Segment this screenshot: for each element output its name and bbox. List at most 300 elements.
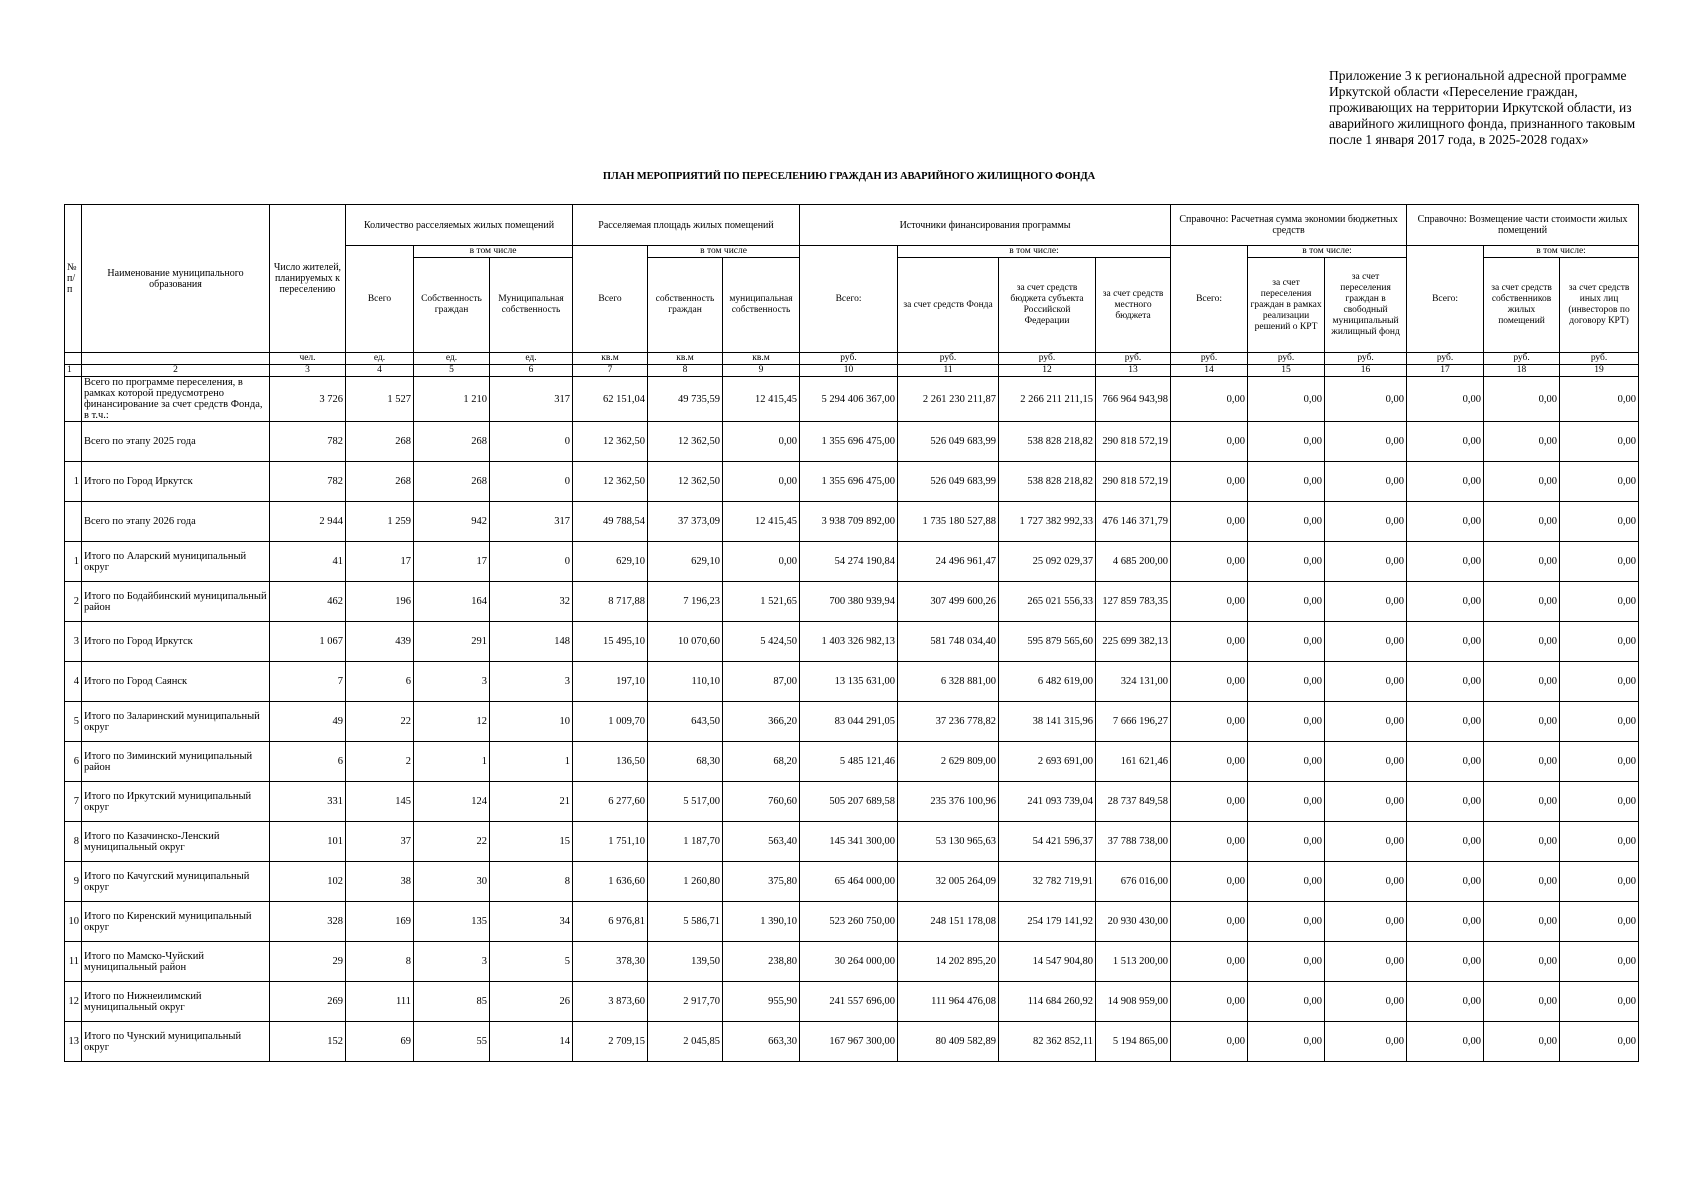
value-cell: 196 [346, 582, 414, 622]
value-cell: 0,00 [1248, 542, 1325, 582]
value-cell: 2 629 809,00 [898, 742, 999, 782]
value-cell: 0,00 [1171, 582, 1248, 622]
value-cell: 111 [346, 982, 414, 1022]
value-cell: 14 908 959,00 [1096, 982, 1171, 1022]
col-header-savings-free-fund: за счет переселения граждан в свободный муниципальный жилищный фонд [1325, 258, 1407, 353]
unit-cell: чел. [270, 353, 346, 365]
value-cell: 5 294 406 367,00 [800, 377, 898, 422]
value-cell: 24 496 961,47 [898, 542, 999, 582]
value-cell: 30 264 000,00 [800, 942, 898, 982]
value-cell: 0,00 [1484, 377, 1560, 422]
value-cell: 0,00 [1171, 862, 1248, 902]
value-cell: 32 782 719,91 [999, 862, 1096, 902]
value-cell: 152 [270, 1022, 346, 1062]
value-cell: 0,00 [1171, 942, 1248, 982]
value-cell: 269 [270, 982, 346, 1022]
col-header-num: № п/ п [65, 205, 82, 353]
value-cell: 0,00 [1560, 377, 1639, 422]
value-cell: 5 517,00 [648, 782, 723, 822]
value-cell: 1 210 [414, 377, 490, 422]
value-cell: 0,00 [1407, 1022, 1484, 1062]
table-row [65, 582, 1639, 622]
group-header-finance: Источники финансирования программы [800, 205, 1171, 246]
column-number-cell: 17 [1407, 365, 1484, 377]
value-cell: 0,00 [1171, 377, 1248, 422]
unit-cell: руб. [800, 353, 898, 365]
unit-cell: руб. [1560, 353, 1639, 365]
row-number: 1 [65, 462, 82, 502]
value-cell: 268 [346, 462, 414, 502]
value-cell: 538 828 218,82 [999, 462, 1096, 502]
value-cell: 0,00 [1325, 462, 1407, 502]
value-cell: 942 [414, 502, 490, 542]
row-number: 6 [65, 742, 82, 782]
value-cell: 955,90 [723, 982, 800, 1022]
col-header-area-total: Всего [573, 246, 648, 353]
value-cell: 110,10 [648, 662, 723, 702]
value-cell: 0,00 [1248, 377, 1325, 422]
value-cell: 0,00 [1407, 742, 1484, 782]
value-cell: 38 [346, 862, 414, 902]
value-cell: 29 [270, 942, 346, 982]
unit-cell: руб. [999, 353, 1096, 365]
value-cell: 54 274 190,84 [800, 542, 898, 582]
value-cell: 1 187,70 [648, 822, 723, 862]
value-cell: 0,00 [1171, 622, 1248, 662]
unit-cell: ед. [414, 353, 490, 365]
value-cell: 0,00 [1484, 742, 1560, 782]
value-cell: 0,00 [1484, 622, 1560, 662]
column-number-cell: 1 [65, 365, 82, 377]
row-number: 3 [65, 622, 82, 662]
col-header-finance-total: Всего: [800, 246, 898, 353]
resettlement-plan-table [64, 204, 1639, 1062]
table-row [65, 622, 1639, 662]
municipality-name: Итого по Казачинско-Ленский муниципальный округ [82, 822, 270, 862]
row-number [65, 422, 82, 462]
value-cell: 0,00 [1560, 702, 1639, 742]
appendix-line: Иркутской области «Переселение граждан, [1329, 84, 1578, 99]
value-cell: 7 [270, 662, 346, 702]
value-cell: 0,00 [1248, 822, 1325, 862]
value-cell: 0,00 [1560, 542, 1639, 582]
value-cell: 0,00 [1560, 662, 1639, 702]
value-cell: 0,00 [723, 422, 800, 462]
value-cell: 595 879 565,60 [999, 622, 1096, 662]
value-cell: 375,80 [723, 862, 800, 902]
value-cell: 167 967 300,00 [800, 1022, 898, 1062]
value-cell: 12 362,50 [573, 422, 648, 462]
value-cell: 1 [414, 742, 490, 782]
value-cell: 1 009,70 [573, 702, 648, 742]
col-header-subject-budget: за счет средств бюджета субъекта Российской Федерации [999, 258, 1096, 353]
municipality-name: Итого по Качугский муниципальный округ [82, 862, 270, 902]
column-number-cell: 18 [1484, 365, 1560, 377]
value-cell: 0,00 [1407, 377, 1484, 422]
value-cell: 3 938 709 892,00 [800, 502, 898, 542]
value-cell: 0,00 [1484, 942, 1560, 982]
value-cell: 3 [490, 662, 573, 702]
value-cell: 0,00 [1171, 662, 1248, 702]
value-cell: 8 717,88 [573, 582, 648, 622]
value-cell: 6 976,81 [573, 902, 648, 942]
value-cell: 85 [414, 982, 490, 1022]
value-cell: 0,00 [1484, 502, 1560, 542]
value-cell: 54 421 596,37 [999, 822, 1096, 862]
value-cell: 37 [346, 822, 414, 862]
table-row [65, 902, 1639, 942]
value-cell: 5 [490, 942, 573, 982]
value-cell: 0,00 [1407, 582, 1484, 622]
column-number-cell: 2 [82, 365, 270, 377]
value-cell: 0,00 [1560, 502, 1639, 542]
value-cell: 22 [414, 822, 490, 862]
value-cell: 0,00 [723, 462, 800, 502]
value-cell: 22 [346, 702, 414, 742]
value-cell: 5 194 865,00 [1096, 1022, 1171, 1062]
value-cell: 17 [346, 542, 414, 582]
value-cell: 6 [270, 742, 346, 782]
value-cell: 135 [414, 902, 490, 942]
value-cell: 114 684 260,92 [999, 982, 1096, 1022]
subgroup-rooms-incl: в том числе [414, 246, 573, 258]
value-cell: 0,00 [1407, 662, 1484, 702]
value-cell: 523 260 750,00 [800, 902, 898, 942]
column-number-cell: 15 [1248, 365, 1325, 377]
subgroup-finance-incl: в том числе: [898, 246, 1171, 258]
value-cell: 136,50 [573, 742, 648, 782]
row-number: 8 [65, 822, 82, 862]
table-row [65, 542, 1639, 582]
value-cell: 83 044 291,05 [800, 702, 898, 742]
value-cell: 439 [346, 622, 414, 662]
value-cell: 0,00 [1248, 1022, 1325, 1062]
value-cell: 80 409 582,89 [898, 1022, 999, 1062]
value-cell: 0,00 [1325, 582, 1407, 622]
value-cell: 0,00 [1171, 462, 1248, 502]
value-cell: 0,00 [1325, 662, 1407, 702]
table-row [65, 822, 1639, 862]
value-cell: 0,00 [1407, 462, 1484, 502]
col-header-rooms-municipal: Муниципальная собственность [490, 258, 573, 353]
value-cell: 0,00 [1325, 982, 1407, 1022]
value-cell: 148 [490, 622, 573, 662]
value-cell: 0,00 [1248, 662, 1325, 702]
row-number: 2 [65, 582, 82, 622]
appendix-line: проживающих на территории Иркутской области, из [1329, 100, 1632, 115]
municipality-name: Итого по Иркутский муниципальный округ [82, 782, 270, 822]
unit-cell: кв.м [648, 353, 723, 365]
appendix-line: после 1 января 2017 года, в 2025-2028 годах» [1329, 132, 1589, 147]
value-cell: 139,50 [648, 942, 723, 982]
value-cell: 0,00 [1171, 422, 1248, 462]
value-cell: 0,00 [1560, 982, 1639, 1022]
column-number-cell: 12 [999, 365, 1096, 377]
value-cell: 0,00 [1171, 502, 1248, 542]
value-cell: 241 557 696,00 [800, 982, 898, 1022]
value-cell: 0,00 [1484, 582, 1560, 622]
value-cell: 0 [490, 422, 573, 462]
column-number-cell: 19 [1560, 365, 1639, 377]
value-cell: 0,00 [1560, 862, 1639, 902]
col-header-name: Наименование муниципального образования [82, 205, 270, 353]
value-cell: 0,00 [1248, 622, 1325, 662]
value-cell: 82 362 852,11 [999, 1022, 1096, 1062]
value-cell: 0,00 [1407, 982, 1484, 1022]
value-cell: 15 [490, 822, 573, 862]
value-cell: 49 735,59 [648, 377, 723, 422]
value-cell: 0,00 [1248, 742, 1325, 782]
value-cell: 225 699 382,13 [1096, 622, 1171, 662]
column-number-cell: 16 [1325, 365, 1407, 377]
value-cell: 0,00 [1560, 582, 1639, 622]
value-cell: 0,00 [1560, 942, 1639, 982]
value-cell: 14 202 895,20 [898, 942, 999, 982]
table-row [65, 742, 1639, 782]
table-row [65, 462, 1639, 502]
value-cell: 268 [414, 462, 490, 502]
value-cell: 0,00 [1407, 902, 1484, 942]
row-number: 5 [65, 702, 82, 742]
column-number-cell: 5 [414, 365, 490, 377]
col-header-local-budget: за счет средств местного бюджета [1096, 258, 1171, 353]
municipality-name: Итого по Заларинский муниципальный округ [82, 702, 270, 742]
value-cell: 0,00 [1484, 702, 1560, 742]
table-row [65, 942, 1639, 982]
value-cell: 2 944 [270, 502, 346, 542]
subgroup-comp-incl: в том числе: [1484, 246, 1639, 258]
col-header-savings-krt: за счет переселения граждан в рамках реализации решений о КРТ [1248, 258, 1325, 353]
value-cell: 5 424,50 [723, 622, 800, 662]
value-cell: 7 196,23 [648, 582, 723, 622]
row-number [65, 502, 82, 542]
table-row [65, 782, 1639, 822]
value-cell: 0,00 [1484, 982, 1560, 1022]
column-number-cell: 13 [1096, 365, 1171, 377]
value-cell: 2 709,15 [573, 1022, 648, 1062]
value-cell: 0,00 [1560, 822, 1639, 862]
value-cell: 0,00 [1484, 422, 1560, 462]
value-cell: 782 [270, 462, 346, 502]
value-cell: 526 049 683,99 [898, 422, 999, 462]
municipality-name: Итого по Чунский муниципальный округ [82, 1022, 270, 1062]
value-cell: 53 130 965,63 [898, 822, 999, 862]
municipality-name: Итого по Город Саянск [82, 662, 270, 702]
value-cell: 197,10 [573, 662, 648, 702]
value-cell: 164 [414, 582, 490, 622]
unit-cell: руб. [1407, 353, 1484, 365]
value-cell: 241 093 739,04 [999, 782, 1096, 822]
value-cell: 0,00 [1407, 782, 1484, 822]
value-cell: 34 [490, 902, 573, 942]
col-header-rooms-citizens: Собственность граждан [414, 258, 490, 353]
value-cell: 2 [346, 742, 414, 782]
value-cell: 1 260,80 [648, 862, 723, 902]
value-cell: 25 092 029,37 [999, 542, 1096, 582]
municipality-name: Итого по Нижнеилимский муниципальный округ [82, 982, 270, 1022]
column-number-cell: 8 [648, 365, 723, 377]
value-cell: 254 179 141,92 [999, 902, 1096, 942]
value-cell: 12 415,45 [723, 502, 800, 542]
value-cell: 6 [346, 662, 414, 702]
value-cell: 1 735 180 527,88 [898, 502, 999, 542]
value-cell: 3 [414, 942, 490, 982]
value-cell: 0,00 [1171, 982, 1248, 1022]
value-cell: 2 693 691,00 [999, 742, 1096, 782]
value-cell: 291 [414, 622, 490, 662]
value-cell: 0,00 [1171, 702, 1248, 742]
value-cell: 0,00 [1171, 902, 1248, 942]
value-cell: 145 [346, 782, 414, 822]
unit-cell: руб. [1171, 353, 1248, 365]
value-cell: 102 [270, 862, 346, 902]
value-cell: 317 [490, 502, 573, 542]
value-cell: 581 748 034,40 [898, 622, 999, 662]
value-cell: 643,50 [648, 702, 723, 742]
column-number-cell: 10 [800, 365, 898, 377]
value-cell: 0,00 [1248, 982, 1325, 1022]
value-cell: 145 341 300,00 [800, 822, 898, 862]
unit-cell: кв.м [573, 353, 648, 365]
value-cell: 1 355 696 475,00 [800, 422, 898, 462]
value-cell: 49 [270, 702, 346, 742]
value-cell: 55 [414, 1022, 490, 1062]
value-cell: 1 727 382 992,33 [999, 502, 1096, 542]
value-cell: 328 [270, 902, 346, 942]
row-number: 1 [65, 542, 82, 582]
column-number-cell: 14 [1171, 365, 1248, 377]
value-cell: 1 521,65 [723, 582, 800, 622]
value-cell: 124 [414, 782, 490, 822]
value-cell: 0,00 [1248, 942, 1325, 982]
unit-cell: руб. [1096, 353, 1171, 365]
value-cell: 0,00 [1407, 502, 1484, 542]
appendix-line: аварийного жилищного фонда, признанного таковым [1329, 116, 1636, 131]
municipality-name: Всего по этапу 2026 года [82, 502, 270, 542]
value-cell: 0,00 [1484, 862, 1560, 902]
column-number-cell: 7 [573, 365, 648, 377]
value-cell: 14 [490, 1022, 573, 1062]
value-cell: 1 067 [270, 622, 346, 662]
column-number-cell: 4 [346, 365, 414, 377]
value-cell: 1 527 [346, 377, 414, 422]
value-cell: 0,00 [1325, 862, 1407, 902]
value-cell: 268 [346, 422, 414, 462]
value-cell: 10 [490, 702, 573, 742]
table-row [65, 982, 1639, 1022]
value-cell: 0,00 [1560, 1022, 1639, 1062]
appendix-note [1329, 68, 1659, 148]
value-cell: 3 873,60 [573, 982, 648, 1022]
table-body [65, 377, 1639, 1062]
value-cell: 0,00 [1484, 1022, 1560, 1062]
value-cell: 307 499 600,26 [898, 582, 999, 622]
value-cell: 37 373,09 [648, 502, 723, 542]
value-cell: 538 828 218,82 [999, 422, 1096, 462]
subgroup-area-incl: в том числе [648, 246, 800, 258]
value-cell: 0,00 [1560, 902, 1639, 942]
column-number-cell: 11 [898, 365, 999, 377]
value-cell: 21 [490, 782, 573, 822]
value-cell: 0,00 [1560, 782, 1639, 822]
col-header-residents: Число жителей, планируемых к переселению [270, 205, 346, 353]
value-cell: 235 376 100,96 [898, 782, 999, 822]
col-header-area-citizens: собственность граждан [648, 258, 723, 353]
municipality-name: Всего по программе переселения, в рамках которой предусмотрено финансирование за счет средств Фонда, в т.ч.: [82, 377, 270, 422]
value-cell: 331 [270, 782, 346, 822]
value-cell: 1 355 696 475,00 [800, 462, 898, 502]
value-cell: 2 917,70 [648, 982, 723, 1022]
value-cell: 0,00 [1248, 462, 1325, 502]
unit-cell: кв.м [723, 353, 800, 365]
value-cell: 0,00 [1325, 502, 1407, 542]
value-cell: 0 [490, 542, 573, 582]
value-cell: 1 259 [346, 502, 414, 542]
value-cell: 238,80 [723, 942, 800, 982]
value-cell: 1 751,10 [573, 822, 648, 862]
value-cell: 0,00 [1171, 822, 1248, 862]
value-cell: 0,00 [1325, 422, 1407, 462]
value-cell: 505 207 689,58 [800, 782, 898, 822]
col-header-savings-total: Всего: [1171, 246, 1248, 353]
value-cell: 30 [414, 862, 490, 902]
value-cell: 26 [490, 982, 573, 1022]
column-number-cell: 3 [270, 365, 346, 377]
value-cell: 65 464 000,00 [800, 862, 898, 902]
value-cell: 0,00 [1171, 542, 1248, 582]
value-cell: 0,00 [1407, 422, 1484, 462]
value-cell: 0,00 [1248, 782, 1325, 822]
group-header-area: Расселяемая площадь жилых помещений [573, 205, 800, 246]
value-cell: 629,10 [648, 542, 723, 582]
value-cell: 12 [414, 702, 490, 742]
value-cell: 41 [270, 542, 346, 582]
unit-cell: руб. [1248, 353, 1325, 365]
value-cell: 0,00 [1407, 622, 1484, 662]
municipality-name: Всего по этапу 2025 года [82, 422, 270, 462]
value-cell: 0,00 [1248, 502, 1325, 542]
value-cell: 8 [490, 862, 573, 902]
value-cell: 0,00 [1407, 822, 1484, 862]
value-cell: 6 482 619,00 [999, 662, 1096, 702]
column-number-cell: 6 [490, 365, 573, 377]
col-header-rooms-total: Всего [346, 246, 414, 353]
row-number: 13 [65, 1022, 82, 1062]
value-cell: 2 261 230 211,87 [898, 377, 999, 422]
value-cell: 0,00 [1484, 782, 1560, 822]
value-cell: 87,00 [723, 662, 800, 702]
municipality-name: Итого по Город Иркутск [82, 622, 270, 662]
value-cell: 324 131,00 [1096, 662, 1171, 702]
value-cell: 0,00 [1484, 822, 1560, 862]
value-cell: 14 547 904,80 [999, 942, 1096, 982]
value-cell: 3 726 [270, 377, 346, 422]
value-cell: 378,30 [573, 942, 648, 982]
value-cell: 8 [346, 942, 414, 982]
table-row [65, 662, 1639, 702]
value-cell: 1 403 326 982,13 [800, 622, 898, 662]
unit-cell: ед. [490, 353, 573, 365]
value-cell: 0,00 [1325, 1022, 1407, 1062]
value-cell: 248 151 178,08 [898, 902, 999, 942]
value-cell: 69 [346, 1022, 414, 1062]
value-cell: 0,00 [1484, 902, 1560, 942]
value-cell: 62 151,04 [573, 377, 648, 422]
units-row [65, 353, 1639, 365]
value-cell: 0,00 [1171, 742, 1248, 782]
group-header-compensation: Справочно: Возмещение части стоимости жилых помещений [1407, 205, 1639, 246]
value-cell: 37 788 738,00 [1096, 822, 1171, 862]
